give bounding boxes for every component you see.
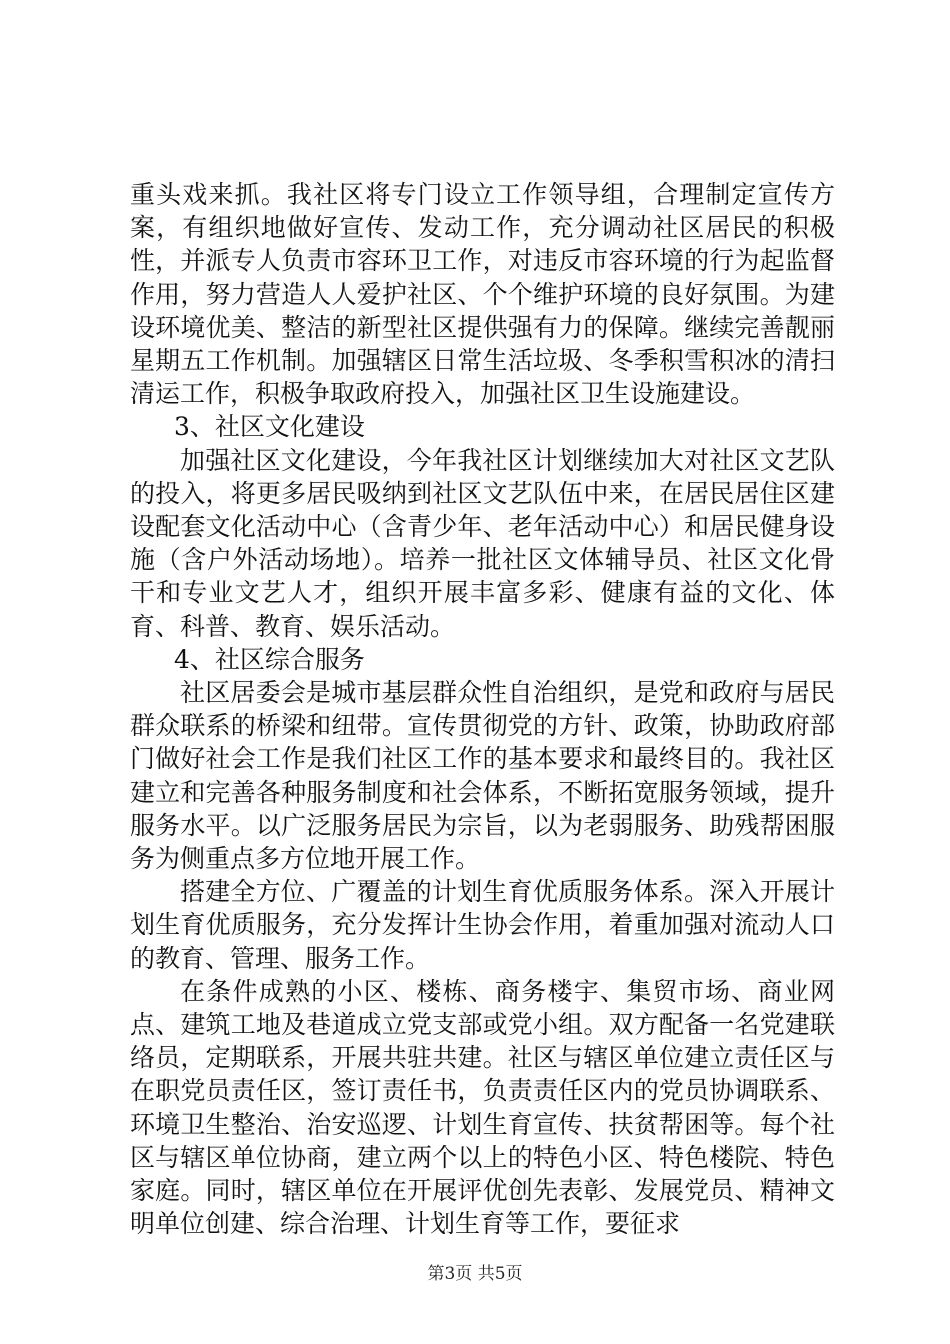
paragraph-services: 社区居委会是城市基层群众性自治组织，是党和政府与居民群众联系的桥梁和纽带。宣传贯彻党的方针、政策，协助政府部门做好社会工作是我们社区工作的基本要求和最终目的。我社区建立和完善各种服务制度和社会体系，不断拓宽服务领域，提升服务水平。以广泛服务居民为宗旨，以为老弱服务、助残帮困服务为侧重点多方位地开展工作。	[130, 678, 835, 874]
paragraph-culture: 加强社区文化建设，今年我社区计划继续加大对社区文艺队的投入，将更多居民吸纳到社区文艺队伍中来，在居民居住区建设配套文化活动中心（含青少年、老年活动中心）和居民健身设施（含户外活动场地）。培养一批社区文体辅导员、社区文化骨干和专业文艺人才，组织开展丰富多彩、健康有益的文化、体育、科普、教育、娱乐活动。	[130, 445, 835, 641]
page-number-footer: 第3页 共5页	[427, 1264, 523, 1284]
paragraph-party-building: 在条件成熟的小区、楼栋、商务楼宇、集贸市场、商业网点、建筑工地及巷道成立党支部或党小组。双方配备一名党建联络员，定期联系，开展共驻共建。社区与辖区单位建立责任区与在职党员责任区，签订责任书，负责责任区内的党员协调联系、环境卫生整治、治安巡逻、计划生育宣传、扶贫帮困等。每个社区与辖区单位协商，建立两个以上的特色小区、特色楼院、特色家庭。同时，辖区单位在开展评优创先表彰、发展党员、精神文明单位创建、综合治理、计划生育等工作，要征求	[130, 976, 835, 1239]
section-heading-culture: 3、社区文化建设	[174, 412, 365, 442]
paragraph-environment-continued: 重头戏来抓。我社区将专门设立工作领导组，合理制定宣传方案，有组织地做好宣传、发动工作，充分调动社区居民的积极性，并派专人负责市容环卫工作，对违反市容环境的行为起监督作用，努力营造人人爱护社区、个个维护环境的良好氛围。为建设环境优美、整洁的新型社区提供强有力的保障。继续完善靓丽星期五工作机制。加强辖区日常生活垃圾、冬季积雪积冰的清扫清运工作，积极争取政府投入，加强社区卫生设施建设。	[130, 180, 835, 409]
document-body	[130, 178, 835, 1241]
paragraph-family-planning: 搭建全方位、广覆盖的计划生育优质服务体系。深入开展计划生育优质服务，充分发挥计生协会作用，着重加强对流动人口的教育、管理、服务工作。	[130, 877, 835, 973]
section-heading-services: 4、社区综合服务	[174, 644, 365, 674]
